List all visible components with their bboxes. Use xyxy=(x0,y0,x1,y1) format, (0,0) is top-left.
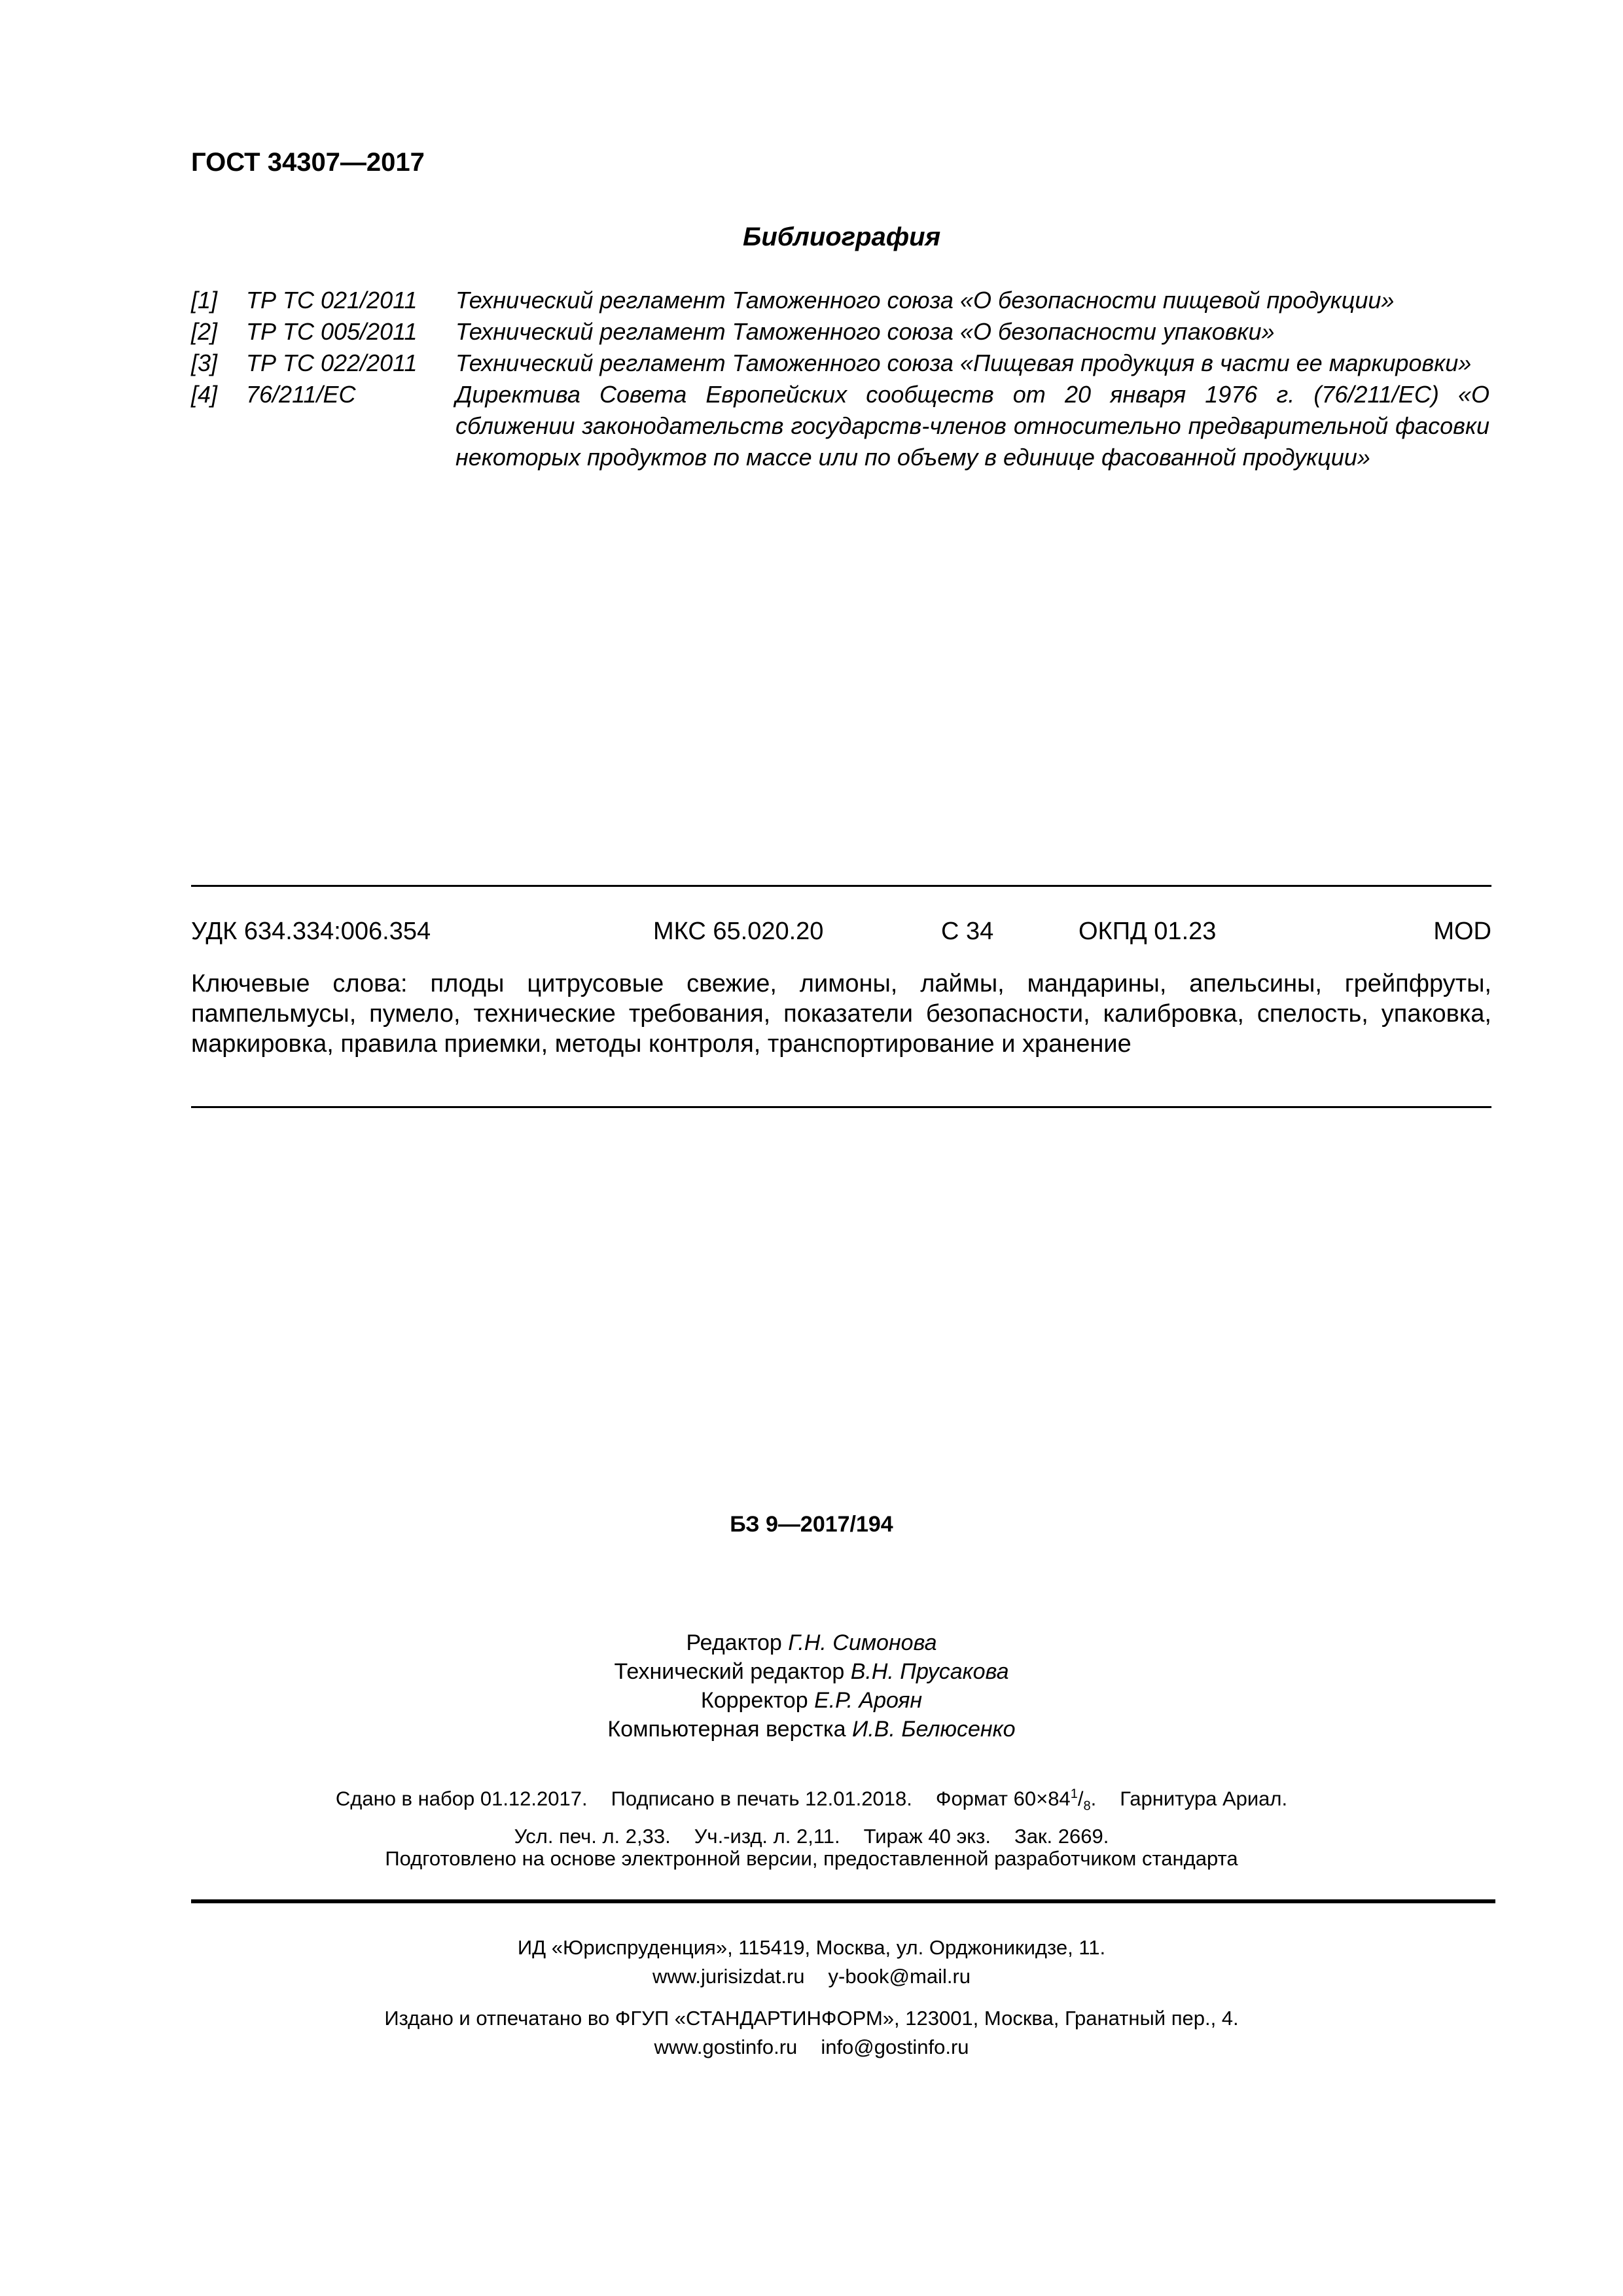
staff-line xyxy=(0,1715,1623,1744)
staff-line xyxy=(0,1686,1623,1715)
staff-role: Компьютерная верстка xyxy=(607,1717,846,1742)
bibliography-item-code: ТР ТС 021/2011 xyxy=(246,287,418,314)
publisher-address: ИД «Юриспруденция», 115419, Москва, ул. Орджоникидзе, 11. xyxy=(517,1936,1106,1959)
thick-divider xyxy=(191,1899,1495,1903)
bibliography-item xyxy=(191,285,1500,316)
divider xyxy=(191,1106,1491,1108)
format-sub: 8 xyxy=(1083,1799,1091,1814)
printer-website[interactable]: www.gostinfo.ru xyxy=(654,2036,798,2058)
bibliography-item-text: Технический регламент Таможенного союза «Пищевая продукция в части ее маркировки» xyxy=(455,350,1472,376)
staff-role: Корректор xyxy=(700,1688,808,1713)
bibliography-item xyxy=(191,348,1500,379)
bibliography-item-text: Технический регламент Таможенного союза «О безопасности упаковки» xyxy=(455,318,1275,345)
bibliography-item-number: [3] xyxy=(191,350,218,376)
publisher-contacts xyxy=(0,1962,1623,1991)
bibliography-item-code: ТР ТС 005/2011 xyxy=(246,318,418,345)
c-code: С 34 xyxy=(941,918,994,945)
bz-number: БЗ 9—2017/194 xyxy=(730,1512,893,1537)
bibliography-item-code: 76/211/ЕС xyxy=(246,381,356,408)
bibliography-item-code: ТР ТС 022/2011 xyxy=(246,350,418,376)
typeface: Гарнитура Ариал. xyxy=(1120,1787,1288,1810)
bibliography-item-number: [4] xyxy=(191,381,218,408)
printer-contacts xyxy=(0,2033,1623,2062)
bibliography-item-text: Технический регламент Таможенного союза «О безопасности пищевой продукции» xyxy=(455,287,1395,314)
printer-email[interactable]: info@gostinfo.ru xyxy=(821,2036,969,2058)
staff-name: В.Н. Прусакова xyxy=(850,1659,1009,1684)
print-details xyxy=(0,1779,1623,1852)
staff-name: Е.Р. Ароян xyxy=(814,1688,923,1713)
bibliography-item-number: [2] xyxy=(191,318,218,345)
publisher-email[interactable]: y-book@mail.ru xyxy=(828,1965,971,1988)
publishing-sheets: Уч.-изд. л. 2,11. xyxy=(694,1824,840,1848)
bibliography-title: Библиография xyxy=(743,223,941,251)
udk-code: УДК 634.334:006.354 xyxy=(191,918,431,945)
bibliography-item xyxy=(191,379,1500,473)
divider xyxy=(191,885,1491,887)
submitted-date: Сдано в набор 01.12.2017. xyxy=(335,1787,588,1810)
format-suffix: . xyxy=(1090,1787,1097,1810)
staff-list xyxy=(0,1628,1623,1744)
classification-row xyxy=(191,918,1491,950)
bibliography-item-number: [1] xyxy=(191,287,218,314)
printer-address: Издано и отпечатано во ФГУП «СТАНДАРТИНФОРМ», 123001, Москва, Гранатный пер., 4. xyxy=(384,2007,1239,2030)
bibliography-item xyxy=(191,316,1500,348)
format-sup: 1 xyxy=(1070,1787,1078,1801)
publisher-website[interactable]: www.jurisizdat.ru xyxy=(652,1965,805,1988)
print-run: Тираж 40 экз. xyxy=(863,1824,991,1848)
document-header: ГОСТ 34307—2017 xyxy=(191,148,425,177)
bibliography-list xyxy=(191,285,1500,473)
signed-date: Подписано в печать 12.01.2018. xyxy=(611,1787,912,1810)
print-line-1: Сдано в набор 01.12.2017. Подписано в печать 12.01.2018. Формат $60\times 84^1/_8$. Гарнитура Ариал. xyxy=(335,1787,1288,1814)
mod-label: MOD xyxy=(1433,918,1491,945)
okpd-code: ОКПД 01.23 xyxy=(1079,918,1217,945)
publisher-block-1 xyxy=(0,1933,1623,1991)
mks-code: МКС 65.020.20 xyxy=(653,918,824,945)
print-sheets: Усл. печ. л. 2,33. xyxy=(514,1824,671,1848)
staff-line xyxy=(0,1657,1623,1686)
order-number: Зак. 2669. xyxy=(1014,1824,1109,1848)
staff-name: И.В. Белюсенко xyxy=(852,1717,1016,1742)
prepared-note: Подготовлено на основе электронной версии, предоставленной разработчиком стандарта xyxy=(385,1847,1238,1870)
format-label: Формат 60×84 xyxy=(935,1787,1071,1810)
staff-role: Технический редактор xyxy=(614,1659,845,1684)
staff-name: Г.Н. Симонова xyxy=(788,1630,937,1655)
staff-role: Редактор xyxy=(686,1630,782,1655)
keywords: Ключевые слова: плоды цитрусовые свежие, лимоны, лаймы, мандарины, апельсины, грейпфруты, пампельмусы, пумело, технические требования, показатели безопасности, калибровка, спелость, упаковка, маркировка, правила приемки, методы контроля, транспортирование и хранение xyxy=(191,970,1491,1058)
staff-line xyxy=(0,1628,1623,1657)
publisher-block-2 xyxy=(0,2004,1623,2062)
bibliography-item-text: Директива Совета Европейских сообществ от 20 января 1976 г. (76/211/ЕС) «О сближении законодательств государств-членов относительно предварительной фасовки некоторых продуктов по массе или по объему в единице фасованной продукции» xyxy=(455,381,1489,471)
